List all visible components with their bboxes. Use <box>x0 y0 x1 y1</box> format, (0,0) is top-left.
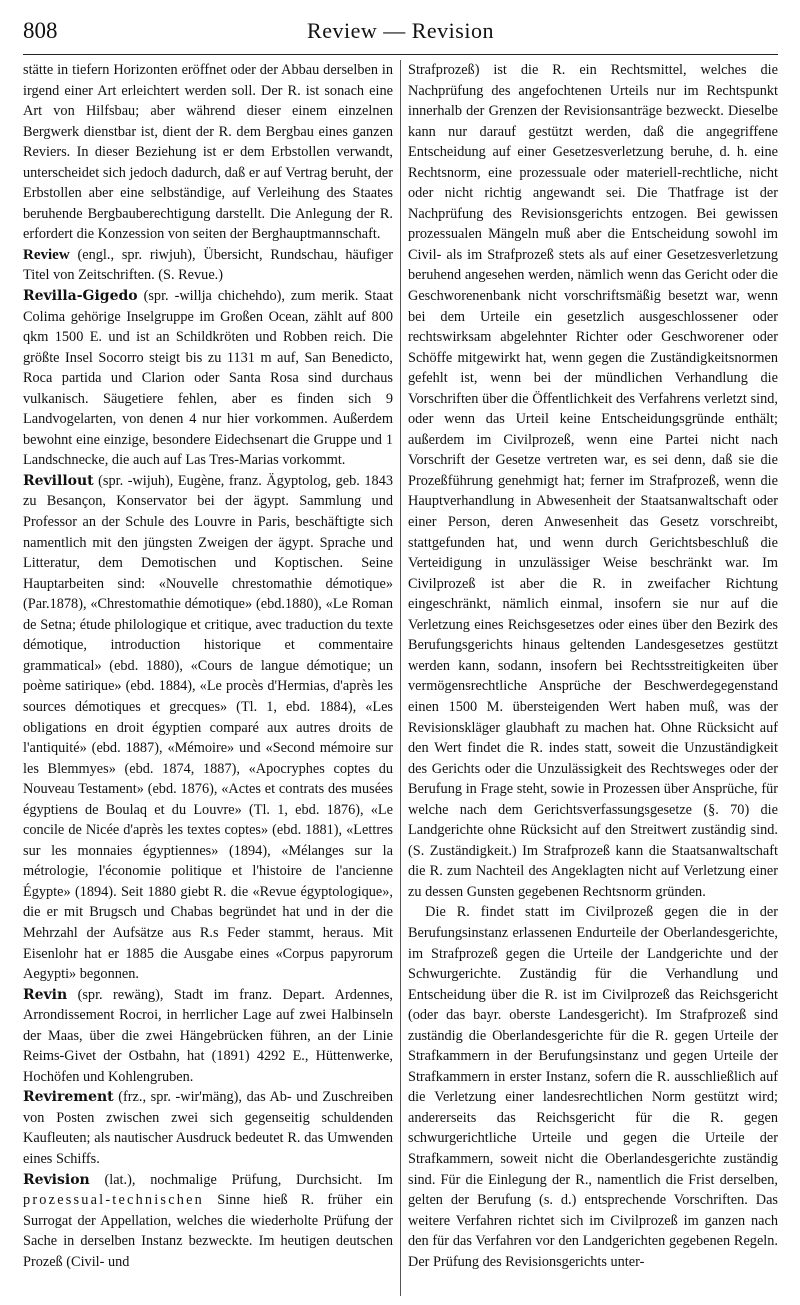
headword-revin: Revin <box>23 986 68 1003</box>
entry-revillout <box>23 471 393 985</box>
running-head: Review — Revision <box>307 18 494 43</box>
text-columns <box>23 60 780 1296</box>
headword-revision: Revision <box>23 1171 90 1188</box>
page-number: 808 <box>23 18 58 43</box>
entry-revilla-gigedo-text: (spr. -willja chichehdo), zum merik. Staat Colima gehörige Inselgruppe im Großen Ocean, zählt auf 800 qkm 1500 E. und ist an Schildkröten und Robben reich. Die größte Insel Socorro steigt bis zu 1131 m auf, San Benedicto, Roca partida und Clarion oder Santa Rosa sind durchaus vulkanisch. Säugetiere fehlen, aber es finden sich 9 Landvogelarten, von denen 4 nur hier vorkommen. Außerdem bewohnt eine einzige, besondere Eidechsenart die Gruppe und 1 Landschnecke, die auch auf Las Tres-Marias vorkommt. <box>23 288 393 469</box>
entry-revision-text: (lat.), nochmalige Prüfung, Durchsicht. Im <box>89 1171 393 1188</box>
revision-paragraph-2: Die R. findet statt im Civilprozeß gegen die in der Berufungsinstanz erlassenen Endurteile der Oberlandesgerichte, im Strafprozeß gegen die Urteile der Landgerichte und der Schwurgerichte. Zuständig für die Verhandlung und Entscheidung über die R. ist im Civilprozeß das Reichsgericht (oder das bayr. oberste Landesgericht). Im Strafprozeß sind zuständig die Oberlandesgerichte für die R. gegen Urteile der Strafkammern in der Berufungsinstanz und gegen Urteile der Strafkammern in erster Instanz, sofern die R. ausschließlich auf die Verletzung einer landesrechtlichen Norm gestützt wird; andererseits das Reichsgericht für die R. gegen schwurgerichtliche Urteile und gegen die Urteile der Strafkammern, soweit nicht die Oberlandesgerichte zuständig sind. Für die Einlegung der R., namentlich die Frist derselben, gelten der Berufung (s. d.) entsprechende Vorschriften. Das weitere Verfahren richtet sich im Civilprozeß im ganzen nach den für das Verfahren vor den Landgerichten gegebenen Regeln. Der Prüfung des Revisionsgerichts unter- <box>408 904 778 1270</box>
entry-revision <box>23 1170 393 1273</box>
headword-revirement: Revirement <box>23 1089 114 1106</box>
entry-revillout-text: (spr. -wijuh), Eugène, franz. Ägyptolog, geb. 1843 zu Besançon, Konservator bei der ägypt. Sammlung und Professor an der Schule des Louvre in Paris, beschäftigte sich namentlich mit den jüngsten Zweigen der ägypt. Sprache und Litteratur, dem Demotischen und Koptischen. Seine Hauptarbeiten sind: «Nouvelle chrestomathie démotique» (Par.1878), «Chrestomathie démotique» (ebd.1880), «Le Roman de Setna; étude philologique et critique, avec traduction du texte démotique, introduction historique et commentaire grammatical» (ebd. 1880), «Cours de langue démotique; un poème satirique» (ebd. 1884), «Le procès d'Hermias, d'après les sources démotiques et grecques» (Tl. 1, ebd. 1884), «Les obligations en droit égyptien comparé aux autres droits de l'antiquité» (ebd. 1887), «Mémoire» und «Second mémoire sur les Blemmyes» (ebd. 1874, 1887), «Apocryphes coptes du Nouveau Testament» (ebd. 1876), «Actes et contrats des musées égyptiens de Boulaq et du Louvre» (Tl. 1, ebd. 1876), «Le concile de Nicée d'après les textes coptes» (ebd. 1881), «Lettres sur les monnaies égyptiennes» (1894), «Mélanges sur la métrologie, l'économie politique et l'histoire de l'ancienne Égypte» (1894). Seit 1880 giebt R. die «Revue égyptologique», die er mit Brugsch und Chabas begründet hat und in der die Mehrzahl der Aufsätze aus R.s Feder stammt, heraus. Mit Eisenlohr hat er 1885 die Ausgabe eines «Corpus papyrorum Aegypti» begonnen. <box>23 472 393 983</box>
headword-review: Review <box>23 246 70 263</box>
headword-revilla-gigedo: Revilla-Gigedo <box>23 288 138 305</box>
revision-paragraph-1: Strafprozeß) ist die R. ein Rechtsmittel, welches die Nachprüfung des angefochtenen Urteils nur im Rechtspunkt innerhalb der Grenzen der Revisionsanträge bezweckt. Dieselbe kann nur darauf gestützt werden, daß die angegriffene Entscheidung auf einer Gesetzesverletzung beruhe, d. h. eine Rechtsnorm, eine prozessuale oder materiell-rechtliche, nicht oder nicht richtig angewandt sei. Die Thatfrage ist der Nachprüfung des Revisionsgerichts entzogen. Bei gewissen prozessualen Mängeln muß aber die Entscheidung sowohl im Civil- als im Strafprozeß stets als auf einer Gesetzesverletzung beruhend angesehen werden, nämlich wenn das Gericht oder die Geschworenenbank nicht vorschriftsmäßig besetzt war, wenn bei dem Urteile ein gesetzlich ausgeschlossener oder rechtswirksam abgelehnter Richter oder Geschworener oder Schöffe mitgewirkt hat, wenn gegen die Zuständigkeitsnormen gefehlt ist, wenn bei der mündlichen Verhandlung die Vorschriften über die Öffentlichkeit des Verfahrens verletzt sind, oder wenn das Urteil keine Entscheidungsgründe enthält; außerdem im Civilprozeß, wenn eine Partei nicht nach Vorschrift der Gesetze vertreten war, es sei denn, daß sie die Prozeßführung genehmigt hat; ferner im Strafprozeß, wenn die Hauptverhandlung in Abwesenheit der Staatsanwaltschaft oder einer Person, deren Anwesenheit das Gesetz vorschreibt, stattgefunden hat, und wenn durch Gerichtsbeschluß die Verteidigung in unzulässiger Weise beschränkt war. Im Civilprozeß ist aber die R. in zweifacher Richtung eingeschränkt, nämlich einmal, insofern sie nur auf die Verletzung eines Reichsgesetzes oder eines über den Bezirk des Berufungsgerichts hinaus geltenden Landesgesetzes gestützt werden kann, sodann, insofern bei Rechtsstreitigkeiten über vermögensrechtliche Ansprüche der Beschwerdegegenstand einen 1500 M. übersteigenden Wert haben muß, was der Revisionskläger glaubhaft zu machen hat. Ohne Rücksicht auf den Wert findet die R. indes statt, soweit die Unzuständigkeit des Gerichts oder die Unzulässigkeit des Rechtsweges oder der Berufung in Frage steht, sowie in Prozessen über Ansprüche, für welche nach dem Gerichtsverfassungsgesetze (§. 70) die Landgerichte ohne Rücksicht auf den Streitwert zuständig sind. (S. Zuständigkeit.) Im Strafprozeß kann die Staatsanwaltschaft die R. zum Nachteil des Angeklagten nicht auf Verletzung einer zu dessen Gunsten gegebenen Rechtsnorm gründen. <box>408 62 778 900</box>
entry-revin-text: (spr. rewäng), Stadt im franz. Depart. Ardennes, Arrondissement Rocroi, in herrlicher Lage auf zwei Halbinseln der Maas, über die zwei Hängebrücken führen, an der Linie Reims-Givet der Ostbahn, hat (1891) 4292 E., Hüttenwerke, Hochöfen und Kohlengruben. <box>23 986 393 1085</box>
headword-revillout: Revillout <box>23 472 94 489</box>
entry-revision-spaced-phrase: prozessual-technischen <box>23 1192 204 1209</box>
page-header <box>23 12 778 55</box>
entry-revirement-text: (frz., spr. -wir'mäng), das Ab- und Zuschreiben von Posten zwischen zwei sich gegenseitig schuldenden Kaufleuten; als nautischer Ausdruck bedeutet R. das Umwenden eines Schiffs. <box>23 1089 393 1167</box>
entry-revin <box>23 985 393 1088</box>
entry-review-text: (engl., spr. riwjuh), Übersicht, Rundschau, häufiger Titel von Zeitschriften. (S. Revue.) <box>23 246 393 284</box>
entry-revision-text-after: Sinne hieß R. früher ein Surrogat der Appellation, welches die wiederholte Prüfung der Sache in derselben Instanz bezweckte. Im heutigen deutschen Prozeß (Civil- und <box>23 1192 393 1270</box>
entry-revilla-gigedo <box>23 286 393 471</box>
entry-revirement <box>23 1087 393 1169</box>
left-column <box>23 60 393 1296</box>
column-divider <box>400 60 401 1296</box>
entry-review <box>23 245 393 286</box>
entry-continuation-bergbau: stätte in tiefern Horizonten eröffnet oder der Abbau derselben in irgend einer Art erleichtert werden soll. Der R. ist sonach eine Art von Hilfsbau; aber während dieser einem einzelnen Bergwerk dienstbar ist, dient der R. dem Bergbau eines ganzen Reviers. In dieser Beziehung ist er dem Erbstollen verwandt, unterscheidet sich jedoch dadurch, daß er auf Vertrag beruht, der Erbstollen aber eine selbständige, auf Verleihung des Staates beruhende Bergbauberechtigung darstellt. Die Anlegung der R. erfordert die Konzession von seiten der Berghauptmannschaft. <box>23 62 393 243</box>
right-column <box>408 60 778 1296</box>
